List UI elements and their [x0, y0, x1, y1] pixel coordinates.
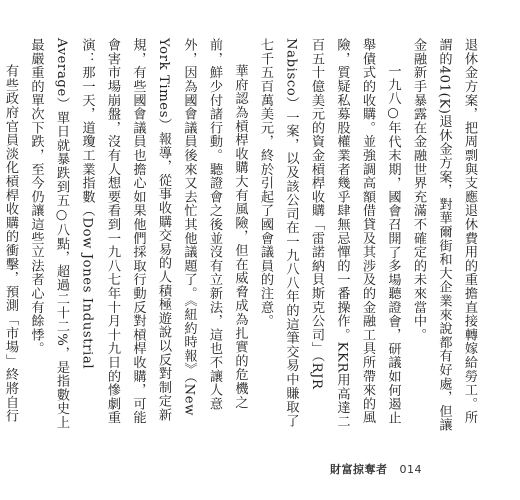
paragraph-3: 華府認為槓桿收購大有風險，但在威脅成為扎實的危機之前，鮮少付諸行動。聽證會之後並沒有立新法，這也不讓人意外，因為國會議員後來又去忙其他議題了。《紐約時報》（New York Times）報導，從事收購交易的人積極遊說以反對制定新規，有些國會議員也擔心如果他們採取行動反對槓桿收購，可能會害市場崩盤，沒有人想要看到一九八七年十月十九日的慘劇重演：那一天，道瓊工業指數（Dow Jones Industrial Average）單日就暴跌到五○八點，超過二十二%，是指數史上最嚴重的單次下跌，至今仍讓這些立法者心有餘悸。: [28, 38, 248, 430]
page-footer: [330, 461, 422, 477]
running-book-title: 財富掠奪者: [330, 463, 388, 476]
body-text: [0, 38, 482, 436]
paragraph-1: 退休金方案，把周剽與支應退休費用的重擔直接轉嫁給勞工。所謂的401(K)退休金方案，對華爾街和大企業來說都有好處，但讓金融新手暴露在金融世界充滿不確定的未來當中。: [411, 38, 477, 432]
paragraph-4: 有些政府官員淡化槓桿收購的衝擊，預測「市場」終將自行: [3, 64, 18, 424]
paragraph-2: 一九八○年代末期，國會召開了多場聽證會，研議如何遏止舉債式的收購。並強調高額借貸及其涉及的金融工具所帶來的風險，質疑私募股權業者幾乎肆無忌憚的一番操作。KKR用高達二百五十億美元的資金槓桿收購「雷諾納貝斯克公司」（RJR Nabisco）一案，以及該公司在一九八八年的這筆交易中賺取了七千五百萬美元，終於引起了國會議員的注意。: [258, 38, 401, 429]
page-number: 014: [399, 463, 422, 476]
